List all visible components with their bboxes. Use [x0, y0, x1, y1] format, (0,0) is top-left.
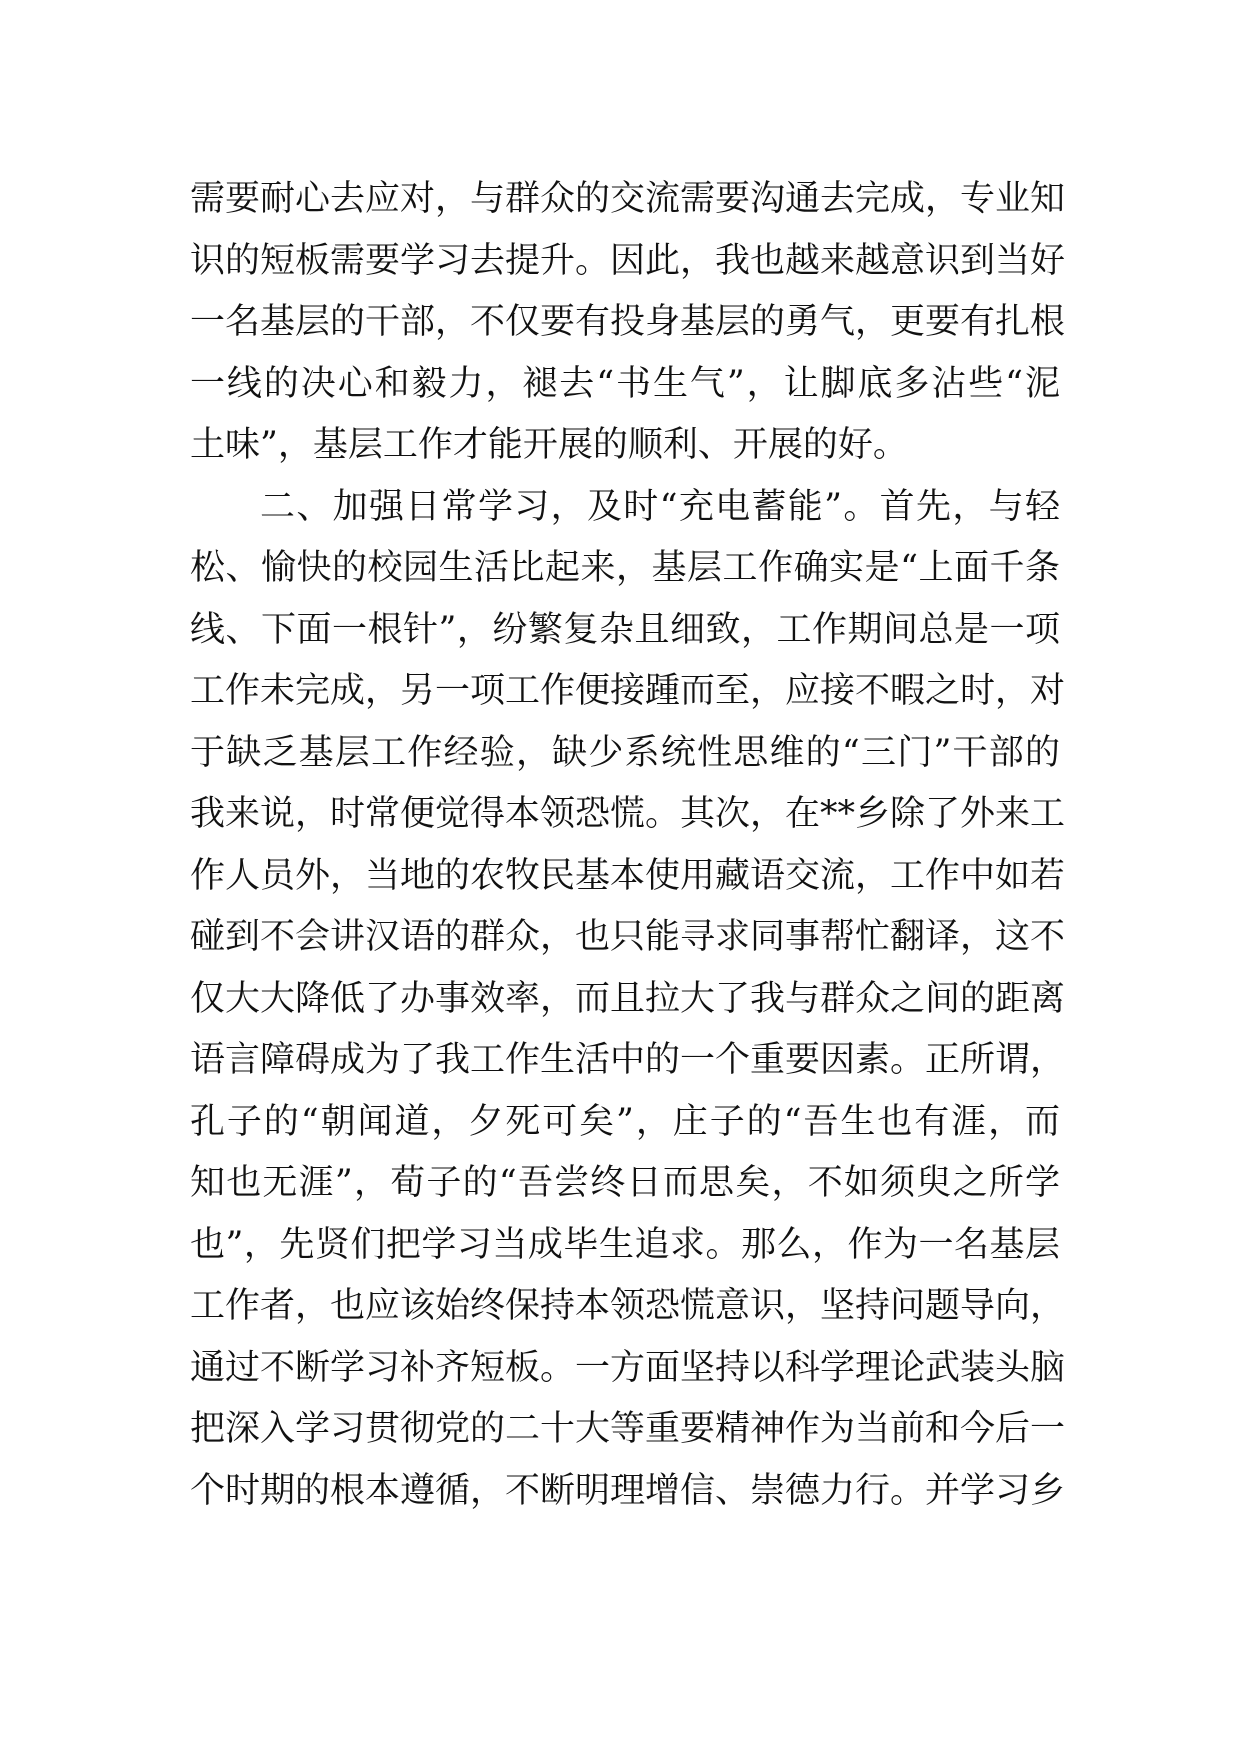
text-line: 作人员外，当地的农牧民基本使用藏语交流，工作中如若	[190, 855, 1066, 896]
text-line: 个时期的根本遵循，不断明理增信、崇德力行。并学习乡	[190, 1470, 1066, 1511]
text-line: 孔子的“朝闻道，夕死可矣”，庄子的“吾生也有涯，而	[190, 1101, 1060, 1142]
text-line: 知也无涯”，荀子的“吾尝终日而思矣，不如须臾之所学	[190, 1163, 1060, 1203]
text-line: 土味”，基层工作才能开展的顺利、开展的好。	[190, 425, 908, 465]
text-line: 识的短板需要学习去提升。因此，我也越来越意识到当好	[190, 240, 1066, 281]
body-text	[190, 169, 1066, 1522]
text-line: 一线的决心和毅力，褪去“书生气”，让脚底多沾些“泥	[190, 363, 1060, 404]
text-line: 我来说，时常便觉得本领恐慌。其次，在**乡除了外来工	[190, 794, 1066, 834]
text-line: 也”，先贤们把学习当成毕生追求。那么，作为一名基层	[190, 1224, 1060, 1265]
text-line: 语言障碍成为了我工作生活中的一个重要因素。正所谓，	[190, 1040, 1066, 1080]
text-line: 一名基层的干部，不仅要有投身基层的勇气，更要有扎根	[190, 302, 1066, 342]
text-line: 工作未完成，另一项工作便接踵而至，应接不暇之时，对	[190, 671, 1066, 711]
text-line: 需要耐心去应对，与群众的交流需要沟通去完成，专业知	[190, 179, 1066, 219]
text-line: 仅大大降低了办事效率，而且拉大了我与群众之间的距离	[190, 978, 1066, 1019]
text-line: 碰到不会讲汉语的群众，也只能寻求同事帮忙翻译，这不	[190, 917, 1066, 957]
text-line: 线、下面一根针”，纷繁复杂且细致，工作期间总是一项	[190, 609, 1060, 650]
text-line: 工作者，也应该始终保持本领恐慌意识，坚持问题导向，	[190, 1286, 1066, 1326]
text-line: 把深入学习贯彻党的二十大等重要精神作为当前和今后一	[190, 1409, 1066, 1449]
text-line: 二、加强日常学习，及时“充电蓄能”。首先，与轻	[260, 486, 1060, 527]
text-line: 通过不断学习补齐短板。一方面坚持以科学理论武装头脑	[190, 1347, 1066, 1388]
text-line: 松、愉快的校园生活比起来，基层工作确实是“上面千条	[190, 548, 1060, 588]
text-line: 于缺乏基层工作经验，缺少系统性思维的“三门”干部的	[190, 732, 1060, 773]
